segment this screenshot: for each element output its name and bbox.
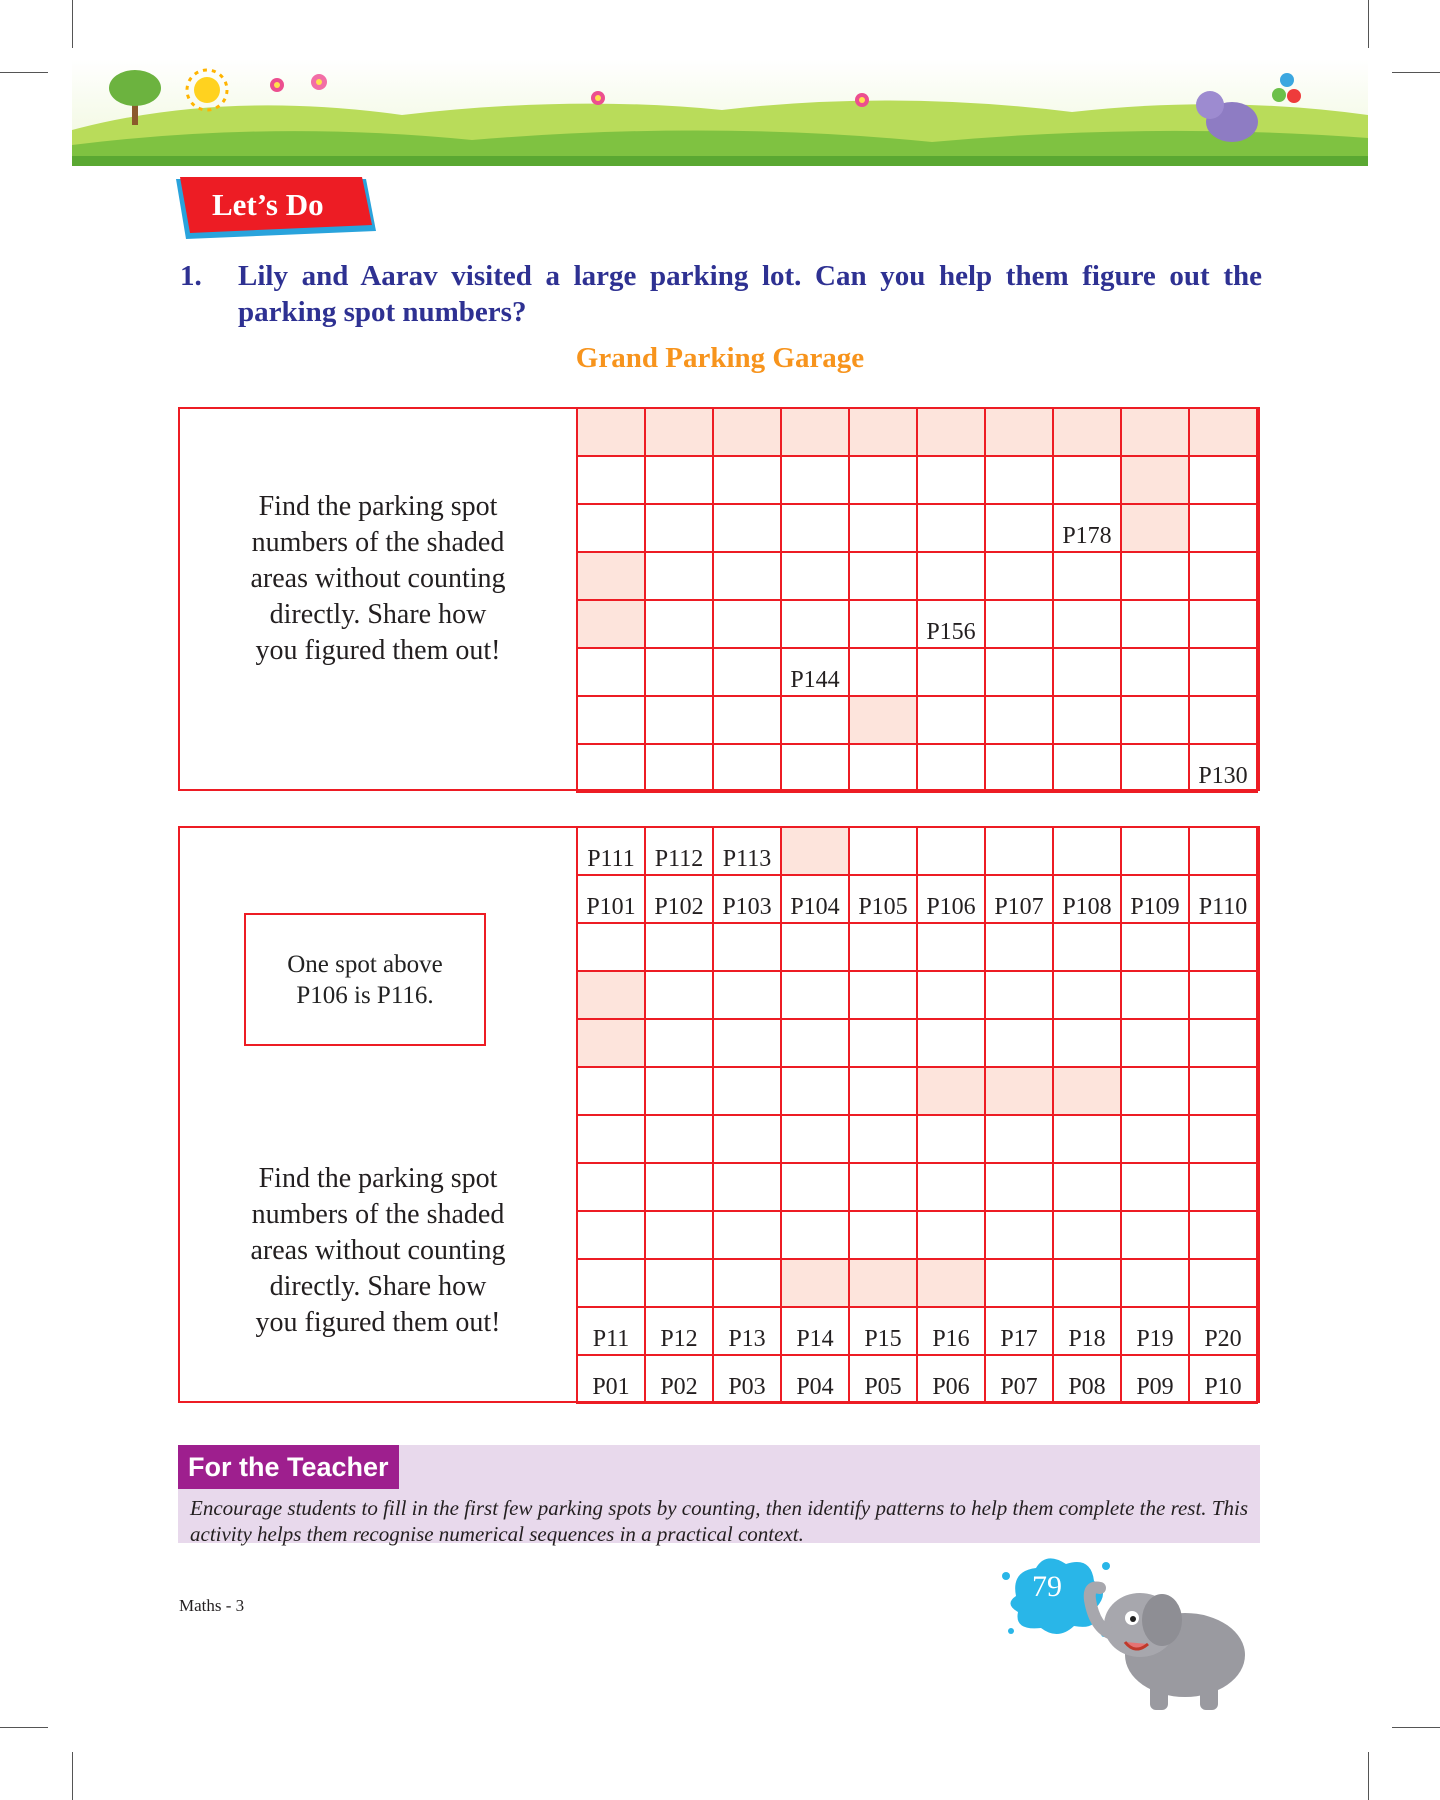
parking-spot-cell[interactable] (849, 600, 917, 648)
parking-spot-cell[interactable] (1189, 504, 1257, 552)
parking-spot-cell[interactable] (577, 552, 645, 600)
parking-spot-cell[interactable] (781, 1259, 849, 1307)
parking-spot-cell[interactable] (1121, 552, 1189, 600)
parking-spot-cell[interactable] (1053, 1019, 1121, 1067)
parking-spot-cell[interactable] (1189, 1115, 1257, 1163)
grid-row (577, 875, 1257, 923)
parking-spot-cell[interactable] (1189, 1019, 1257, 1067)
parking-spot-cell[interactable]: P106 (917, 875, 985, 923)
instruction-line: areas without counting (250, 563, 506, 594)
grid-row (577, 648, 1257, 696)
parking-spot-cell[interactable] (577, 1115, 645, 1163)
grid-row (577, 1067, 1257, 1115)
parking-spot-cell[interactable] (985, 1211, 1053, 1259)
parking-spot-cell[interactable] (713, 408, 781, 456)
parking-spot-cell[interactable] (645, 1115, 713, 1163)
grid-row (577, 1019, 1257, 1067)
crop-mark (1392, 72, 1440, 73)
instruction-line: directly. Share how (269, 1271, 487, 1302)
bottom-parking-panel (178, 826, 1260, 1403)
parking-spot-cell[interactable] (713, 1067, 781, 1115)
parking-spot-cell[interactable] (917, 1067, 985, 1115)
parking-spot-cell[interactable] (1053, 1067, 1121, 1115)
grid-row (577, 696, 1257, 744)
parking-spot-cell[interactable] (985, 827, 1053, 875)
parking-spot-cell[interactable] (1121, 744, 1189, 792)
grid-row (577, 1355, 1257, 1403)
crop-mark (1368, 1752, 1369, 1800)
parking-spot-cell[interactable] (1189, 648, 1257, 696)
parking-spot-cell[interactable] (1189, 923, 1257, 971)
parking-spot-cell[interactable]: P102 (645, 875, 713, 923)
parking-spot-cell[interactable] (713, 600, 781, 648)
book-title: Maths - 3 (179, 1596, 245, 1615)
parking-spot-cell[interactable]: P111 (577, 827, 645, 875)
parking-spot-cell[interactable]: P105 (849, 875, 917, 923)
parking-spot-cell[interactable] (1121, 1067, 1189, 1115)
parking-spot-cell[interactable] (985, 971, 1053, 1019)
parking-spot-cell[interactable] (1189, 1163, 1257, 1211)
parking-spot-cell[interactable] (645, 1019, 713, 1067)
parking-spot-cell[interactable] (781, 1019, 849, 1067)
parking-spot-cell[interactable]: P109 (1121, 875, 1189, 923)
parking-spot-cell[interactable]: P15 (849, 1307, 917, 1355)
parking-spot-cell[interactable] (713, 648, 781, 696)
parking-spot-cell[interactable]: P04 (781, 1355, 849, 1403)
hint-line: P106 is P116. (296, 981, 434, 1009)
parking-spot-cell[interactable] (1121, 1211, 1189, 1259)
parking-spot-cell[interactable]: P130 (1189, 744, 1257, 792)
parking-spot-cell[interactable] (577, 408, 645, 456)
parking-spot-cell[interactable] (917, 827, 985, 875)
parking-spot-cell[interactable] (577, 456, 645, 504)
bottom-instruction (180, 1161, 576, 1341)
parking-spot-cell[interactable] (781, 696, 849, 744)
hint-line: One spot above (287, 950, 443, 978)
parking-spot-cell[interactable]: P20 (1189, 1307, 1257, 1355)
parking-spot-cell[interactable] (1053, 1211, 1121, 1259)
parking-spot-cell[interactable] (781, 744, 849, 792)
parking-spot-cell[interactable] (985, 552, 1053, 600)
parking-spot-cell[interactable] (917, 1019, 985, 1067)
bottom-parking-grid (576, 826, 1258, 1404)
parking-spot-cell[interactable] (1121, 923, 1189, 971)
parking-spot-cell[interactable]: P01 (577, 1355, 645, 1403)
parking-spot-cell[interactable] (1053, 456, 1121, 504)
parking-spot-cell[interactable] (849, 696, 917, 744)
parking-spot-cell[interactable] (645, 1163, 713, 1211)
parking-spot-cell[interactable] (1121, 827, 1189, 875)
parking-spot-cell[interactable] (1121, 1115, 1189, 1163)
parking-spot-cell[interactable] (1053, 648, 1121, 696)
parking-spot-cell[interactable] (985, 696, 1053, 744)
parking-spot-cell[interactable] (917, 923, 985, 971)
lets-do-text: Let’s Do (212, 187, 324, 222)
parking-spot-cell[interactable] (917, 1211, 985, 1259)
parking-spot-cell[interactable] (781, 408, 849, 456)
parking-spot-cell[interactable] (781, 923, 849, 971)
parking-spot-cell[interactable] (645, 923, 713, 971)
parking-spot-cell[interactable] (713, 1259, 781, 1307)
parking-spot-cell[interactable] (849, 504, 917, 552)
instruction-line: you figured them out! (255, 1307, 501, 1338)
parking-spot-cell[interactable] (1053, 923, 1121, 971)
parking-spot-cell[interactable] (713, 1211, 781, 1259)
grid-row (577, 1307, 1257, 1355)
crop-mark (1392, 1727, 1440, 1728)
parking-spot-cell[interactable]: P108 (1053, 875, 1121, 923)
parking-spot-cell[interactable]: P07 (985, 1355, 1053, 1403)
parking-spot-cell[interactable] (917, 456, 985, 504)
parking-spot-cell[interactable] (713, 971, 781, 1019)
grid-row (577, 504, 1257, 552)
parking-spot-cell[interactable] (1189, 696, 1257, 744)
parking-spot-cell[interactable] (577, 971, 645, 1019)
parking-spot-cell[interactable] (849, 1067, 917, 1115)
parking-spot-cell[interactable] (645, 456, 713, 504)
parking-spot-cell[interactable] (577, 1019, 645, 1067)
parking-spot-cell[interactable] (645, 552, 713, 600)
parking-spot-cell[interactable] (917, 744, 985, 792)
parking-spot-cell[interactable] (1053, 1163, 1121, 1211)
parking-spot-cell[interactable] (917, 1259, 985, 1307)
parking-spot-cell[interactable] (849, 1259, 917, 1307)
parking-spot-cell[interactable] (1189, 827, 1257, 875)
parking-spot-cell[interactable] (985, 923, 1053, 971)
parking-spot-cell[interactable] (917, 408, 985, 456)
parking-spot-cell[interactable] (645, 971, 713, 1019)
parking-spot-cell[interactable] (1121, 408, 1189, 456)
crop-mark (0, 1727, 48, 1728)
parking-spot-cell[interactable] (645, 696, 713, 744)
parking-spot-cell[interactable]: P104 (781, 875, 849, 923)
parking-spot-cell[interactable] (1189, 408, 1257, 456)
grid-row (577, 971, 1257, 1019)
grid-row (577, 744, 1257, 792)
parking-spot-cell[interactable] (1121, 1163, 1189, 1211)
parking-spot-cell[interactable]: P113 (713, 827, 781, 875)
parking-spot-cell[interactable] (713, 923, 781, 971)
parking-spot-cell[interactable] (713, 456, 781, 504)
parking-spot-cell[interactable] (781, 456, 849, 504)
parking-spot-cell[interactable]: P112 (645, 827, 713, 875)
parking-spot-cell[interactable] (985, 1067, 1053, 1115)
parking-spot-cell[interactable] (917, 1163, 985, 1211)
parking-spot-cell[interactable] (1121, 600, 1189, 648)
parking-spot-cell[interactable] (713, 1115, 781, 1163)
top-parking-panel (178, 407, 1260, 791)
parking-spot-cell[interactable] (1189, 1067, 1257, 1115)
grid-row (577, 552, 1257, 600)
question-number: 1. (180, 260, 202, 292)
parking-spot-cell[interactable] (917, 552, 985, 600)
hint-box (244, 913, 486, 1046)
parking-spot-cell[interactable] (781, 827, 849, 875)
parking-spot-cell[interactable] (645, 1259, 713, 1307)
parking-spot-cell[interactable] (1053, 600, 1121, 648)
grid-row (577, 456, 1257, 504)
parking-spot-cell[interactable] (1189, 971, 1257, 1019)
parking-spot-cell[interactable] (985, 408, 1053, 456)
crop-mark (0, 72, 48, 73)
parking-spot-cell[interactable] (713, 1019, 781, 1067)
parking-spot-cell[interactable] (849, 1211, 917, 1259)
parking-spot-cell[interactable] (1121, 456, 1189, 504)
parking-spot-cell[interactable]: P08 (1053, 1355, 1121, 1403)
teacher-note (178, 1445, 1260, 1546)
instruction-line: numbers of the shaded (251, 1199, 505, 1230)
parking-spot-cell[interactable]: P101 (577, 875, 645, 923)
parking-spot-cell[interactable] (1121, 696, 1189, 744)
parking-spot-cell[interactable] (1189, 456, 1257, 504)
parking-spot-cell[interactable]: P19 (1121, 1307, 1189, 1355)
parking-spot-cell[interactable] (849, 971, 917, 1019)
parking-spot-cell[interactable] (917, 971, 985, 1019)
parking-spot-cell[interactable] (849, 1115, 917, 1163)
parking-spot-cell[interactable] (849, 1163, 917, 1211)
parking-spot-cell[interactable]: P11 (577, 1307, 645, 1355)
parking-spot-cell[interactable] (985, 1163, 1053, 1211)
parking-spot-cell[interactable] (781, 1115, 849, 1163)
lets-do-label (176, 177, 376, 239)
instruction-line: areas without counting (250, 1235, 506, 1266)
parking-spot-cell[interactable] (1121, 971, 1189, 1019)
parking-spot-cell[interactable] (1053, 744, 1121, 792)
parking-spot-cell[interactable] (577, 1211, 645, 1259)
question-text: Lily and Aarav visited a large parking lot. Can you help them figure out the parking spot numbers? (238, 260, 1262, 328)
parking-spot-cell[interactable]: P18 (1053, 1307, 1121, 1355)
parking-spot-cell[interactable] (781, 600, 849, 648)
parking-spot-cell[interactable] (985, 1115, 1053, 1163)
top-instruction (180, 489, 576, 669)
grid-row (577, 827, 1257, 875)
parking-spot-cell[interactable] (713, 552, 781, 600)
parking-spot-cell[interactable] (781, 504, 849, 552)
parking-spot-cell[interactable] (985, 504, 1053, 552)
parking-spot-cell[interactable] (1189, 1259, 1257, 1307)
parking-spot-cell[interactable] (577, 1259, 645, 1307)
parking-spot-cell[interactable] (985, 1259, 1053, 1307)
parking-spot-cell[interactable] (713, 744, 781, 792)
parking-spot-cell[interactable] (645, 600, 713, 648)
instruction-line: directly. Share how (269, 599, 487, 630)
parking-spot-cell[interactable] (849, 456, 917, 504)
parking-spot-cell[interactable] (645, 744, 713, 792)
parking-spot-cell[interactable]: P17 (985, 1307, 1053, 1355)
parking-spot-cell[interactable] (1053, 408, 1121, 456)
parking-spot-cell[interactable] (849, 552, 917, 600)
instruction-line: Find the parking spot (258, 491, 498, 522)
parking-spot-cell[interactable] (781, 1067, 849, 1115)
parking-spot-cell[interactable]: P16 (917, 1307, 985, 1355)
crop-mark (72, 0, 73, 48)
parking-spot-cell[interactable]: P156 (917, 600, 985, 648)
parking-spot-cell[interactable] (781, 1211, 849, 1259)
parking-spot-cell[interactable] (849, 1019, 917, 1067)
grid-row (577, 408, 1257, 456)
parking-spot-cell[interactable] (577, 1067, 645, 1115)
parking-spot-cell[interactable] (917, 648, 985, 696)
grid-row (577, 1115, 1257, 1163)
parking-spot-cell[interactable]: P09 (1121, 1355, 1189, 1403)
grid-row (577, 1163, 1257, 1211)
parking-spot-cell[interactable]: P144 (781, 648, 849, 696)
parking-spot-cell[interactable] (1121, 648, 1189, 696)
parking-spot-cell[interactable] (985, 600, 1053, 648)
elephant-mascot-icon (1070, 1560, 1270, 1720)
parking-spot-cell[interactable] (781, 971, 849, 1019)
parking-spot-cell[interactable] (577, 648, 645, 696)
parking-spot-cell[interactable] (985, 1019, 1053, 1067)
question-block (180, 258, 1262, 330)
parking-spot-cell[interactable] (849, 408, 917, 456)
parking-spot-cell[interactable] (577, 923, 645, 971)
parking-spot-cell[interactable] (985, 744, 1053, 792)
parking-spot-cell[interactable]: P05 (849, 1355, 917, 1403)
parking-spot-cell[interactable] (1053, 1259, 1121, 1307)
parking-spot-cell[interactable]: P14 (781, 1307, 849, 1355)
parking-spot-cell[interactable] (1189, 1211, 1257, 1259)
activity-title: Grand Parking Garage (575, 342, 865, 374)
parking-spot-cell[interactable] (1053, 971, 1121, 1019)
crop-mark (72, 1752, 73, 1800)
parking-spot-cell[interactable] (645, 1067, 713, 1115)
parking-spot-cell[interactable] (1053, 696, 1121, 744)
parking-spot-cell[interactable]: P03 (713, 1355, 781, 1403)
parking-spot-cell[interactable] (645, 504, 713, 552)
grid-row (577, 600, 1257, 648)
parking-spot-cell[interactable] (917, 696, 985, 744)
parking-spot-cell[interactable] (1053, 1115, 1121, 1163)
parking-spot-cell[interactable] (645, 408, 713, 456)
parking-spot-cell[interactable] (577, 1163, 645, 1211)
parking-spot-cell[interactable] (577, 504, 645, 552)
parking-spot-cell[interactable]: P110 (1189, 875, 1257, 923)
parking-spot-cell[interactable] (1121, 504, 1189, 552)
grid-row (577, 1259, 1257, 1307)
parking-spot-cell[interactable] (781, 552, 849, 600)
page-number: 79 (1032, 1570, 1062, 1603)
parking-spot-cell[interactable] (1189, 552, 1257, 600)
instruction-line: numbers of the shaded (251, 527, 505, 558)
parking-spot-cell[interactable] (917, 504, 985, 552)
parking-spot-cell[interactable] (985, 648, 1053, 696)
meadow-banner-illustration (72, 60, 1368, 166)
teacher-note-text: Encourage students to fill in the first few parking spots by counting, then identify patterns to help them complete the rest. This activity helps them recognise numerical sequences in a practical context. (190, 1496, 1248, 1546)
parking-spot-cell[interactable] (1053, 827, 1121, 875)
parking-spot-cell[interactable] (849, 648, 917, 696)
parking-spot-cell[interactable] (849, 923, 917, 971)
parking-spot-cell[interactable]: P06 (917, 1355, 985, 1403)
parking-spot-cell[interactable] (1121, 1019, 1189, 1067)
parking-spot-cell[interactable] (985, 456, 1053, 504)
parking-spot-cell[interactable] (713, 696, 781, 744)
parking-spot-cell[interactable]: P12 (645, 1307, 713, 1355)
parking-spot-cell[interactable]: P10 (1189, 1355, 1257, 1403)
parking-spot-cell[interactable] (917, 1115, 985, 1163)
parking-spot-cell[interactable]: P107 (985, 875, 1053, 923)
parking-spot-cell[interactable] (1053, 552, 1121, 600)
parking-spot-cell[interactable]: P02 (645, 1355, 713, 1403)
instruction-line: you figured them out! (255, 635, 501, 666)
parking-spot-cell[interactable] (849, 744, 917, 792)
parking-spot-cell[interactable] (713, 504, 781, 552)
parking-spot-cell[interactable] (713, 1163, 781, 1211)
parking-spot-cell[interactable] (577, 696, 645, 744)
parking-spot-cell[interactable]: P13 (713, 1307, 781, 1355)
parking-spot-cell[interactable] (645, 648, 713, 696)
teacher-note-label: For the Teacher (178, 1445, 399, 1489)
parking-spot-cell[interactable] (1121, 1259, 1189, 1307)
top-parking-grid (576, 407, 1258, 793)
parking-spot-cell[interactable] (849, 827, 917, 875)
instruction-line: Find the parking spot (258, 1163, 498, 1194)
parking-spot-cell[interactable] (1189, 600, 1257, 648)
parking-spot-cell[interactable] (645, 1211, 713, 1259)
grid-row (577, 1211, 1257, 1259)
parking-spot-cell[interactable] (577, 600, 645, 648)
crop-mark (1368, 0, 1369, 48)
parking-spot-cell[interactable]: P103 (713, 875, 781, 923)
parking-spot-cell[interactable] (577, 744, 645, 792)
parking-spot-cell[interactable] (781, 1163, 849, 1211)
parking-spot-cell[interactable]: P178 (1053, 504, 1121, 552)
grid-row (577, 923, 1257, 971)
